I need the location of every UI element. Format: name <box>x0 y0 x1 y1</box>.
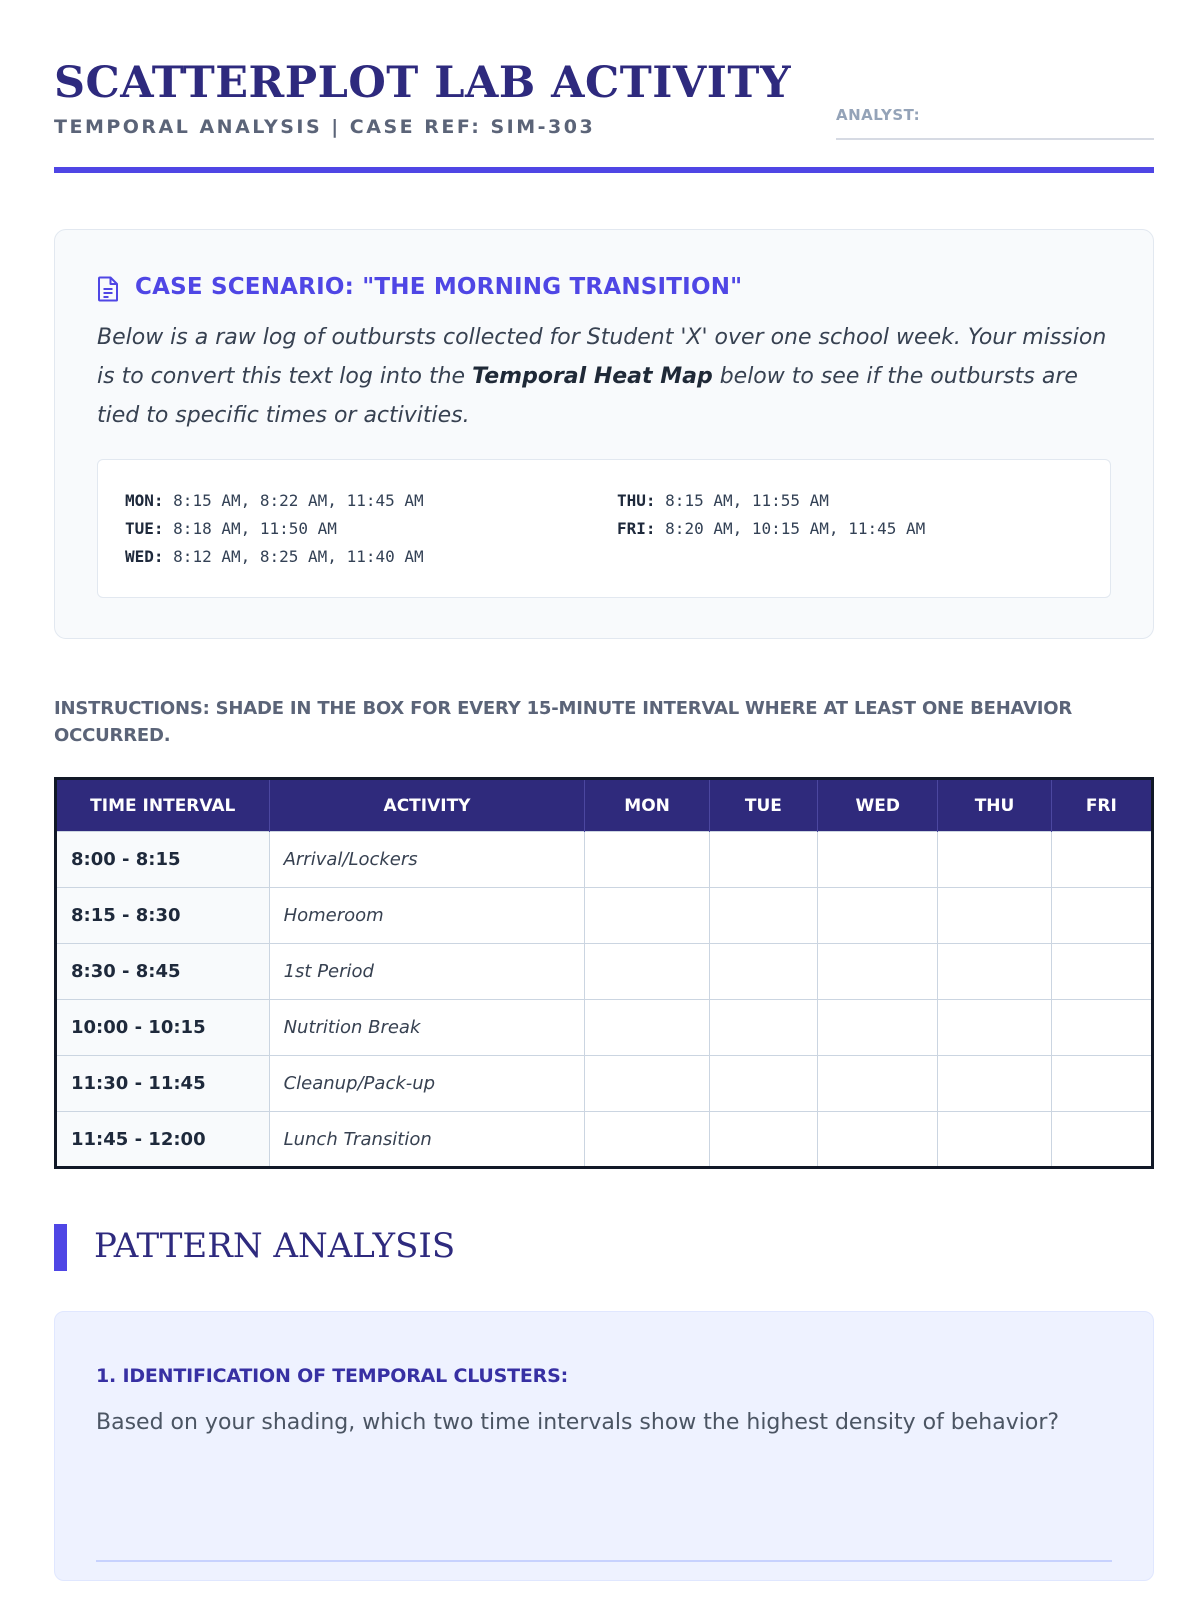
time-interval-cell: 8:30 - 8:45 <box>56 944 270 1000</box>
log-day: MON: <box>125 491 164 510</box>
shade-cell-mon[interactable] <box>585 944 709 1000</box>
shade-cell-thu[interactable] <box>938 944 1051 1000</box>
header-wed: WED <box>818 779 938 832</box>
analyst-field[interactable] <box>836 106 1154 140</box>
header-mon: MON <box>585 779 709 832</box>
header-thu: THU <box>938 779 1051 832</box>
shade-cell-fri[interactable] <box>1051 944 1152 1000</box>
log-times: 8:15 AM, 11:55 AM <box>665 491 829 510</box>
shade-cell-tue[interactable] <box>709 944 817 1000</box>
log-day: WED: <box>125 547 164 566</box>
log-day: THU: <box>617 491 656 510</box>
scenario-description <box>97 318 1107 435</box>
shade-cell-tue[interactable] <box>709 888 817 944</box>
outburst-log <box>97 459 1111 598</box>
header-fri: FRI <box>1051 779 1152 832</box>
header-activity: ACTIVITY <box>269 779 585 832</box>
shade-cell-fri[interactable] <box>1051 888 1152 944</box>
log-line-mon <box>125 487 424 515</box>
shade-cell-thu[interactable] <box>938 832 1051 888</box>
table-row <box>56 888 1153 944</box>
table-row <box>56 944 1153 1000</box>
analyst-label: ANALYST: <box>836 106 921 124</box>
page-subtitle: TEMPORAL ANALYSIS | CASE REF: SIM-303 <box>54 116 596 138</box>
table-row <box>56 1056 1153 1112</box>
section-accent-bar <box>54 1224 67 1271</box>
shade-cell-thu[interactable] <box>938 1112 1051 1168</box>
shade-cell-wed[interactable] <box>818 888 938 944</box>
pattern-analysis-title: PATTERN ANALYSIS <box>94 1226 456 1266</box>
shade-cell-thu[interactable] <box>938 888 1051 944</box>
header-tue: TUE <box>709 779 817 832</box>
time-interval-cell: 10:00 - 10:15 <box>56 1000 270 1056</box>
scenario-text-after: below to see if the outbursts are tied to specific times or activities. <box>97 364 1078 428</box>
table-header-row <box>56 779 1153 832</box>
activity-cell: Arrival/Lockers <box>269 832 585 888</box>
table-row <box>56 1112 1153 1168</box>
scenario-text-before: Below is a raw log of outbursts collected for Student 'X' over one school week. Your mission is to convert this text log into the <box>97 325 1107 389</box>
shade-cell-fri[interactable] <box>1051 1000 1152 1056</box>
log-day: TUE: <box>125 519 164 538</box>
scenario-heading <box>97 274 1097 304</box>
shade-cell-fri[interactable] <box>1051 832 1152 888</box>
shade-cell-fri[interactable] <box>1051 1056 1152 1112</box>
shade-cell-tue[interactable] <box>709 1056 817 1112</box>
question-label: 1. IDENTIFICATION OF TEMPORAL CLUSTERS: <box>96 1365 568 1387</box>
temporal-heat-map-table <box>54 777 1154 1169</box>
time-interval-cell: 11:30 - 11:45 <box>56 1056 270 1112</box>
log-day: FRI: <box>617 519 656 538</box>
shade-cell-mon[interactable] <box>585 1000 709 1056</box>
scenario-text-bold: Temporal Heat Map <box>472 364 713 389</box>
shade-cell-thu[interactable] <box>938 1000 1051 1056</box>
log-times: 8:20 AM, 10:15 AM, 11:45 AM <box>665 519 926 538</box>
time-interval-cell: 8:00 - 8:15 <box>56 832 270 888</box>
activity-cell: Nutrition Break <box>269 1000 585 1056</box>
document-icon <box>97 276 119 302</box>
case-scenario-card <box>54 229 1154 639</box>
log-times: 8:18 AM, 11:50 AM <box>173 519 337 538</box>
shade-cell-wed[interactable] <box>818 1000 938 1056</box>
activity-cell: Homeroom <box>269 888 585 944</box>
header-time-interval: TIME INTERVAL <box>56 779 270 832</box>
shade-cell-wed[interactable] <box>818 1112 938 1168</box>
shade-cell-fri[interactable] <box>1051 1112 1152 1168</box>
log-line-thu <box>617 487 925 515</box>
shade-cell-mon[interactable] <box>585 1112 709 1168</box>
shade-cell-mon[interactable] <box>585 832 709 888</box>
table-row <box>56 832 1153 888</box>
activity-cell: Lunch Transition <box>269 1112 585 1168</box>
header-divider <box>54 167 1154 173</box>
question-card <box>54 1311 1154 1581</box>
shade-cell-tue[interactable] <box>709 1000 817 1056</box>
time-interval-cell: 11:45 - 12:00 <box>56 1112 270 1168</box>
shade-cell-wed[interactable] <box>818 832 938 888</box>
instructions-text: INSTRUCTIONS: SHADE IN THE BOX FOR EVERY 15-MINUTE INTERVAL WHERE AT LEAST ONE BEHAVIOR OCCURRED. <box>54 698 1073 746</box>
log-column-right <box>617 487 925 543</box>
time-interval-cell: 8:15 - 8:30 <box>56 888 270 944</box>
shade-cell-wed[interactable] <box>818 944 938 1000</box>
log-times: 8:12 AM, 8:25 AM, 11:40 AM <box>173 547 424 566</box>
log-times: 8:15 AM, 8:22 AM, 11:45 AM <box>173 491 424 510</box>
activity-cell: Cleanup/Pack-up <box>269 1056 585 1112</box>
shade-cell-thu[interactable] <box>938 1056 1051 1112</box>
table-row <box>56 1000 1153 1056</box>
log-line-tue <box>125 515 424 543</box>
shade-cell-tue[interactable] <box>709 1112 817 1168</box>
page-title: SCATTERPLOT LAB ACTIVITY <box>54 58 792 108</box>
scenario-title: CASE SCENARIO: "THE MORNING TRANSITION" <box>135 274 743 300</box>
answer-line-input[interactable] <box>96 1532 1112 1562</box>
log-column-left <box>125 487 424 571</box>
activity-cell: 1st Period <box>269 944 585 1000</box>
shade-cell-mon[interactable] <box>585 1056 709 1112</box>
log-line-fri <box>617 515 925 543</box>
shade-cell-wed[interactable] <box>818 1056 938 1112</box>
question-text: Based on your shading, which two time intervals show the highest density of behavior? <box>96 1410 1060 1435</box>
page-header <box>54 58 1154 178</box>
shade-cell-mon[interactable] <box>585 888 709 944</box>
log-line-wed <box>125 543 424 571</box>
shade-cell-tue[interactable] <box>709 832 817 888</box>
